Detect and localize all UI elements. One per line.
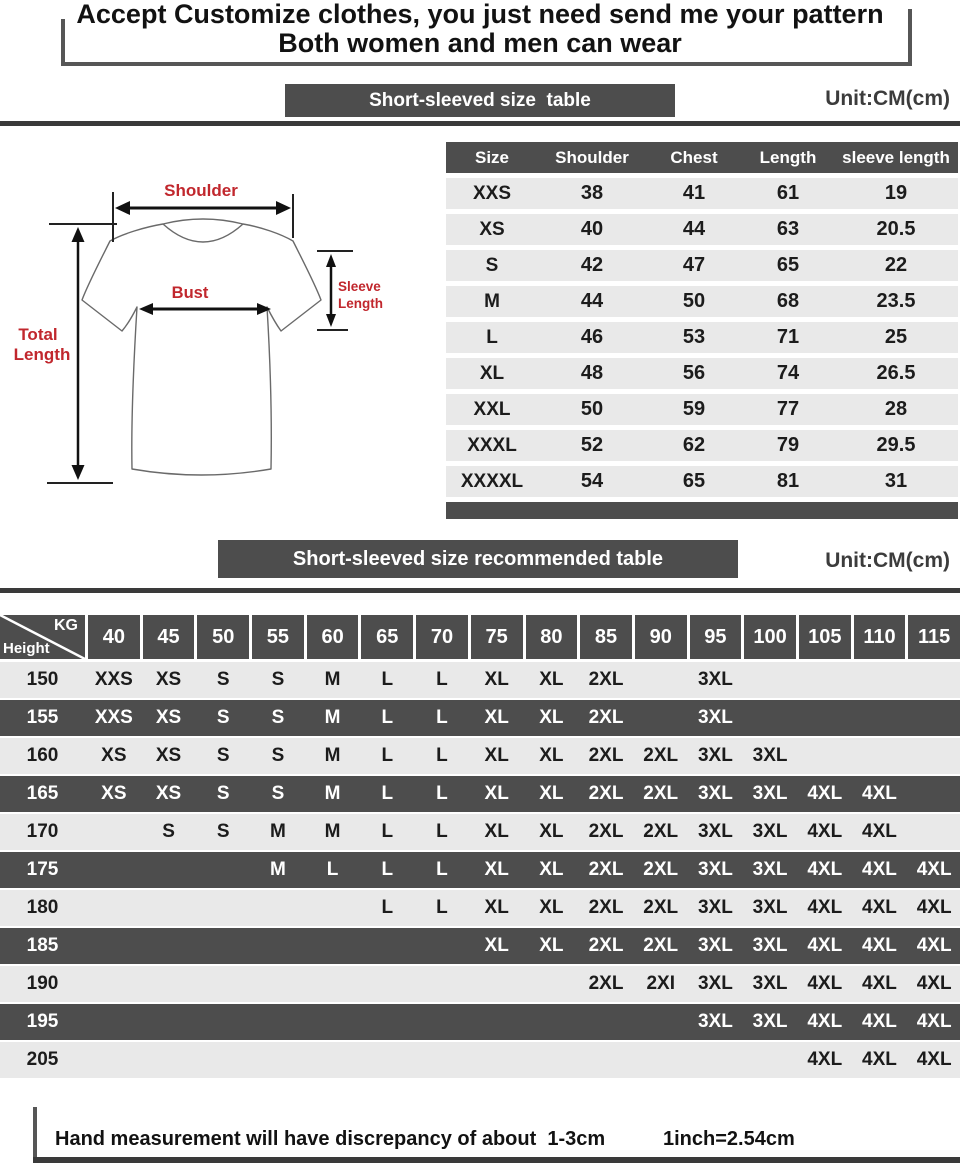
recommend-size-cell: L [436, 745, 448, 766]
recommend-size-cell: 2XL [643, 897, 679, 918]
size-cell-shoulder: 40 [580, 218, 604, 240]
size-cell-length: 68 [776, 290, 800, 312]
recommend-size-cell: S [271, 783, 285, 804]
height-cell: 165 [26, 783, 59, 804]
recommend-size-cell: L [326, 859, 339, 880]
recommend-size-cell: 4XL [862, 935, 897, 956]
matrix-row [0, 1042, 960, 1078]
size-cell-size: XXL [473, 398, 511, 420]
recommend-size-cell: XL [539, 783, 564, 804]
recommend-size-cell: 3XL [697, 707, 733, 728]
recommend-size-cell: 4XL [916, 859, 952, 880]
recommend-size-cell: 2XL [643, 745, 679, 766]
recommend-size-cell: XL [484, 745, 509, 766]
matrix-body [0, 662, 960, 1078]
size-table-row [446, 178, 958, 209]
recommend-size-cell: 2XL [588, 783, 624, 804]
matrix-row [0, 662, 960, 698]
recommend-size-cell: 3XL [752, 1011, 788, 1032]
total-arrowhead-top [72, 227, 85, 242]
size-cell-shoulder: 50 [580, 398, 604, 420]
shoulder-arrowhead-right [276, 201, 291, 215]
size-cell-size: XXXXL [460, 470, 524, 492]
recommend-size-cell: 3XL [752, 897, 788, 918]
recommend-size-cell: 2XL [588, 745, 624, 766]
size-cell-length: 71 [776, 326, 800, 348]
recommend-size-cell: XL [484, 783, 509, 804]
recommend-size-cell: S [216, 783, 230, 804]
recommend-size-cell: XL [484, 821, 509, 842]
recommend-size-cell: 3XL [752, 859, 788, 880]
tshirt-measurement-diagram [0, 128, 440, 528]
recommend-size-cell: M [269, 821, 286, 842]
recommend-size-cell: 2XL [588, 859, 624, 880]
recommend-size-cell: 3XL [697, 973, 733, 994]
recommend-size-cell: 4XL [807, 821, 843, 842]
size-col-header: sleeve length [842, 147, 950, 167]
size-col-header: Chest [670, 147, 718, 167]
weight-header-cell: 110 [854, 615, 906, 659]
size-cell-chest: 56 [682, 362, 706, 384]
matrix-row [0, 966, 960, 1002]
size-col-header: Shoulder [555, 147, 629, 167]
recommend-size-cell: 3XL [697, 821, 733, 842]
recommend-size-cell: 4XL [862, 821, 897, 842]
title-frame-right [908, 9, 912, 66]
matrix-header-row [0, 615, 960, 659]
size-cell-chest: 53 [682, 326, 706, 348]
recommend-size-cell: L [436, 783, 448, 804]
recommend-size-cell: 2XL [643, 821, 679, 842]
height-cell: 195 [26, 1011, 59, 1032]
recommend-size-cell: XL [539, 669, 564, 690]
bust-label: Bust [171, 284, 209, 302]
footer-frame-left [33, 1107, 37, 1160]
size-cell-shoulder: 42 [580, 254, 604, 276]
size-cell-sleeve: 26.5 [876, 362, 916, 384]
recommend-size-cell: XL [539, 821, 564, 842]
weight-header-cell: 100 [744, 615, 796, 659]
recommend-size-cell: XXS [94, 707, 133, 728]
recommend-size-cell: S [271, 669, 285, 690]
weight-header-cell: 90 [635, 615, 687, 659]
size-cell-size: M [484, 290, 500, 312]
recommend-size-cell: S [216, 821, 230, 842]
recommend-size-cell: XXS [94, 669, 133, 690]
size-cell-length: 77 [776, 398, 800, 420]
size-cell-sleeve: 31 [884, 470, 908, 492]
size-table-row [446, 286, 958, 317]
recommend-size-cell: M [324, 783, 341, 804]
recommend-size-cell: 4XL [807, 973, 843, 994]
size-cell-length: 81 [776, 470, 800, 492]
recommend-size-cell: 3XL [697, 1011, 733, 1032]
recommend-size-cell: L [436, 821, 448, 842]
recommended-table-title: Short-sleeved size recommended table [218, 540, 738, 578]
recommend-size-cell: S [216, 669, 230, 690]
recommend-size-cell: XS [101, 745, 127, 766]
size-cell-chest: 62 [682, 434, 706, 456]
recommend-size-cell: 4XL [916, 897, 952, 918]
weight-header-cell: 55 [252, 615, 304, 659]
matrix-row [0, 738, 960, 774]
recommend-size-cell: S [216, 745, 230, 766]
size-cell-size: XXXL [467, 434, 517, 456]
weight-header-cell: 65 [361, 615, 413, 659]
size-cell-size: S [485, 254, 499, 276]
recommend-size-cell: 3XL [697, 859, 733, 880]
height-cell: 205 [26, 1049, 59, 1070]
recommend-size-cell: 4XL [807, 935, 843, 956]
recommend-size-cell: L [381, 821, 394, 842]
size-cell-shoulder: 54 [580, 470, 604, 492]
sleeve-length-label-line2: Length [338, 296, 383, 311]
recommend-size-cell: 4XL [862, 1011, 897, 1032]
recommend-size-cell: 2XL [588, 707, 624, 728]
weight-header-cell: 45 [143, 615, 195, 659]
recommend-size-cell: S [162, 821, 175, 842]
inch-conversion: 1inch=2.54cm [663, 1128, 795, 1150]
size-cell-sleeve: 22 [884, 254, 908, 276]
size-table-rows [446, 178, 958, 497]
recommend-size-cell: XL [539, 707, 564, 728]
recommend-size-cell: 3XL [752, 783, 788, 804]
sleeve-length-label-line1: Sleeve [338, 279, 381, 294]
total-arrowhead-bottom [72, 465, 85, 480]
height-cell: 185 [26, 935, 59, 956]
recommend-size-cell: XL [484, 669, 509, 690]
size-cell-size: XXS [472, 182, 512, 204]
recommend-size-cell: 4XL [916, 973, 952, 994]
recommend-size-cell: L [381, 783, 394, 804]
size-cell-sleeve: 19 [884, 182, 908, 204]
matrix-row [0, 1004, 960, 1040]
size-cell-shoulder: 52 [580, 434, 604, 456]
matrix-row [0, 890, 960, 926]
size-table-row [446, 358, 958, 389]
size-cell-sleeve: 20.5 [876, 218, 916, 240]
size-cell-length: 65 [776, 254, 800, 276]
title-frame-bottom [61, 62, 912, 66]
recommend-size-cell: XL [484, 859, 509, 880]
size-col-header: Size [474, 147, 510, 167]
recommend-size-cell: 3XL [697, 935, 733, 956]
height-cell: 190 [26, 973, 59, 994]
size-cell-shoulder: 44 [580, 290, 604, 312]
matrix-row [0, 814, 960, 850]
size-cell-chest: 41 [682, 182, 706, 204]
section-divider-1 [0, 121, 960, 126]
recommend-size-cell: 4XL [862, 783, 897, 804]
recommend-size-cell: 4XL [916, 1011, 952, 1032]
recommend-size-cell: 4XL [807, 783, 843, 804]
recommend-size-cell: 2XL [643, 783, 679, 804]
size-cell-sleeve: 29.5 [876, 434, 916, 456]
size-table [446, 142, 958, 519]
size-cell-chest: 59 [682, 398, 706, 420]
recommend-size-cell: XL [484, 707, 509, 728]
size-cell-length: 61 [776, 182, 800, 204]
recommend-size-cell: L [381, 707, 394, 728]
recommend-size-cell: XS [155, 783, 182, 804]
recommend-size-cell: XL [539, 745, 564, 766]
recommend-size-cell: 2XL [588, 669, 624, 690]
recommend-size-cell: L [381, 669, 394, 690]
recommend-size-cell: 3XL [752, 935, 788, 956]
recommend-size-cell: 2XL [588, 973, 624, 994]
weight-header-cell: 75 [471, 615, 523, 659]
height-cell: 160 [26, 745, 59, 766]
size-cell-shoulder: 48 [580, 362, 604, 384]
size-table-header [446, 142, 958, 173]
shoulder-arrowhead-left [115, 201, 130, 215]
size-table-row [446, 466, 958, 497]
recommend-matrix [0, 615, 960, 1080]
matrix-row [0, 700, 960, 736]
total-length-label-line2: Length [13, 345, 71, 364]
recommend-size-cell: M [269, 859, 286, 880]
recommend-size-cell: 4XL [807, 897, 843, 918]
weight-header-cell: 70 [416, 615, 468, 659]
recommend-size-cell: 4XL [916, 1049, 952, 1070]
size-cell-length: 63 [776, 218, 800, 240]
recommend-size-cell: 4XL [862, 859, 897, 880]
recommend-size-cell: M [324, 707, 341, 728]
recommend-size-cell: L [381, 859, 394, 880]
kg-label: KG [54, 617, 78, 634]
size-cell-shoulder: 38 [580, 182, 604, 204]
size-cell-length: 74 [776, 362, 800, 384]
weight-header-cell: 105 [799, 615, 851, 659]
recommend-size-cell: 3XL [697, 669, 733, 690]
recommend-size-cell: 4XL [807, 1049, 843, 1070]
recommend-size-cell: 4XL [862, 897, 897, 918]
tshirt-outline [82, 219, 321, 475]
size-col-header: Length [759, 147, 817, 167]
recommend-size-cell: XS [155, 707, 182, 728]
recommend-size-cell: 4XL [807, 1011, 843, 1032]
title-frame-left [61, 19, 65, 66]
recommend-size-cell: S [271, 745, 285, 766]
recommend-size-cell: 3XL [752, 973, 788, 994]
total-length-label-line1: Total [18, 325, 58, 344]
size-table-row [446, 430, 958, 461]
recommend-size-cell: L [381, 745, 394, 766]
recommend-size-cell: 3XL [752, 821, 788, 842]
shoulder-label: Shoulder [164, 181, 238, 200]
recommend-size-cell: 2XI [646, 973, 675, 994]
recommend-size-cell: L [436, 859, 448, 880]
weight-header-cell: 115 [908, 615, 960, 659]
size-cell-sleeve: 23.5 [876, 290, 916, 312]
measurement-note: Hand measurement will have discrepancy of about 1-3cm [55, 1128, 606, 1150]
size-cell-sleeve: 28 [884, 398, 908, 420]
unit-label-1: Unit:CM(cm) [825, 87, 950, 110]
size-cell-size: XS [479, 218, 505, 240]
size-cell-size: L [486, 326, 498, 348]
size-cell-chest: 47 [682, 254, 706, 276]
matrix-row [0, 776, 960, 812]
recommend-size-cell: XL [484, 935, 509, 956]
size-table-footer-bar [446, 502, 958, 519]
recommend-size-cell: XL [539, 859, 564, 880]
size-cell-shoulder: 46 [580, 326, 604, 348]
recommend-size-cell: L [381, 897, 394, 918]
recommend-size-cell: S [216, 707, 230, 728]
recommend-size-cell: S [271, 707, 285, 728]
weight-header-cell: 50 [197, 615, 249, 659]
size-table-row [446, 214, 958, 245]
recommend-size-cell: XS [155, 745, 182, 766]
size-table-row [446, 394, 958, 425]
recommend-size-cell: L [436, 897, 448, 918]
recommend-size-cell: 3XL [697, 783, 733, 804]
size-cell-chest: 50 [682, 290, 706, 312]
unit-label-2: Unit:CM(cm) [825, 549, 950, 572]
section-divider-2 [0, 588, 960, 593]
recommend-size-cell: M [324, 821, 341, 842]
size-table-title: Short-sleeved size table [285, 84, 675, 117]
sleeve-arrowhead-top [326, 254, 336, 267]
recommend-size-cell: XL [539, 897, 564, 918]
height-cell: 170 [26, 821, 59, 842]
size-cell-chest: 44 [682, 218, 706, 240]
recommend-size-cell: 3XL [697, 897, 733, 918]
weight-header-cell: 85 [580, 615, 632, 659]
recommend-size-cell: L [436, 707, 448, 728]
size-cell-length: 79 [776, 434, 800, 456]
weight-header-cell: 80 [526, 615, 578, 659]
recommend-size-cell: M [324, 745, 341, 766]
weight-header-cell: 95 [690, 615, 742, 659]
page-title-line1: Accept Customize clothes, you just need send me your pattern [76, 0, 884, 29]
recommend-size-cell: 2XL [643, 859, 679, 880]
recommend-size-cell: 4XL [916, 935, 952, 956]
recommend-size-cell: 3XL [697, 745, 733, 766]
weight-header-cell: 60 [307, 615, 359, 659]
recommend-size-cell: XS [101, 783, 127, 804]
height-cell: 175 [26, 859, 59, 880]
recommend-size-cell: 2XL [588, 821, 624, 842]
height-label: Height [3, 640, 50, 657]
size-table-row [446, 250, 958, 281]
footer-frame-bottom [33, 1157, 960, 1163]
height-cell: 155 [26, 707, 59, 728]
recommend-size-cell: 2XL [643, 935, 679, 956]
matrix-corner-cell [0, 615, 85, 659]
size-cell-chest: 65 [682, 470, 706, 492]
recommend-size-cell: L [436, 669, 448, 690]
recommend-size-cell: 2XL [588, 935, 624, 956]
weight-header-cell: 40 [88, 615, 140, 659]
size-cell-sleeve: 25 [884, 326, 908, 348]
recommend-size-cell: 4XL [862, 973, 897, 994]
size-table-row [446, 322, 958, 353]
sleeve-arrowhead-bottom [326, 314, 336, 327]
page-title-line2: Both women and men can wear [278, 28, 682, 58]
height-cell: 180 [26, 897, 59, 918]
height-cell: 150 [26, 669, 59, 690]
recommend-size-cell: XL [484, 897, 509, 918]
recommend-size-cell: XL [539, 935, 564, 956]
matrix-row [0, 928, 960, 964]
recommend-size-cell: M [324, 669, 341, 690]
recommend-size-cell: 4XL [807, 859, 843, 880]
recommend-size-cell: 4XL [862, 1049, 897, 1070]
size-cell-size: XL [479, 362, 505, 384]
recommend-size-cell: 2XL [588, 897, 624, 918]
recommend-size-cell: XS [155, 669, 182, 690]
recommend-size-cell: 3XL [752, 745, 788, 766]
matrix-row [0, 852, 960, 888]
